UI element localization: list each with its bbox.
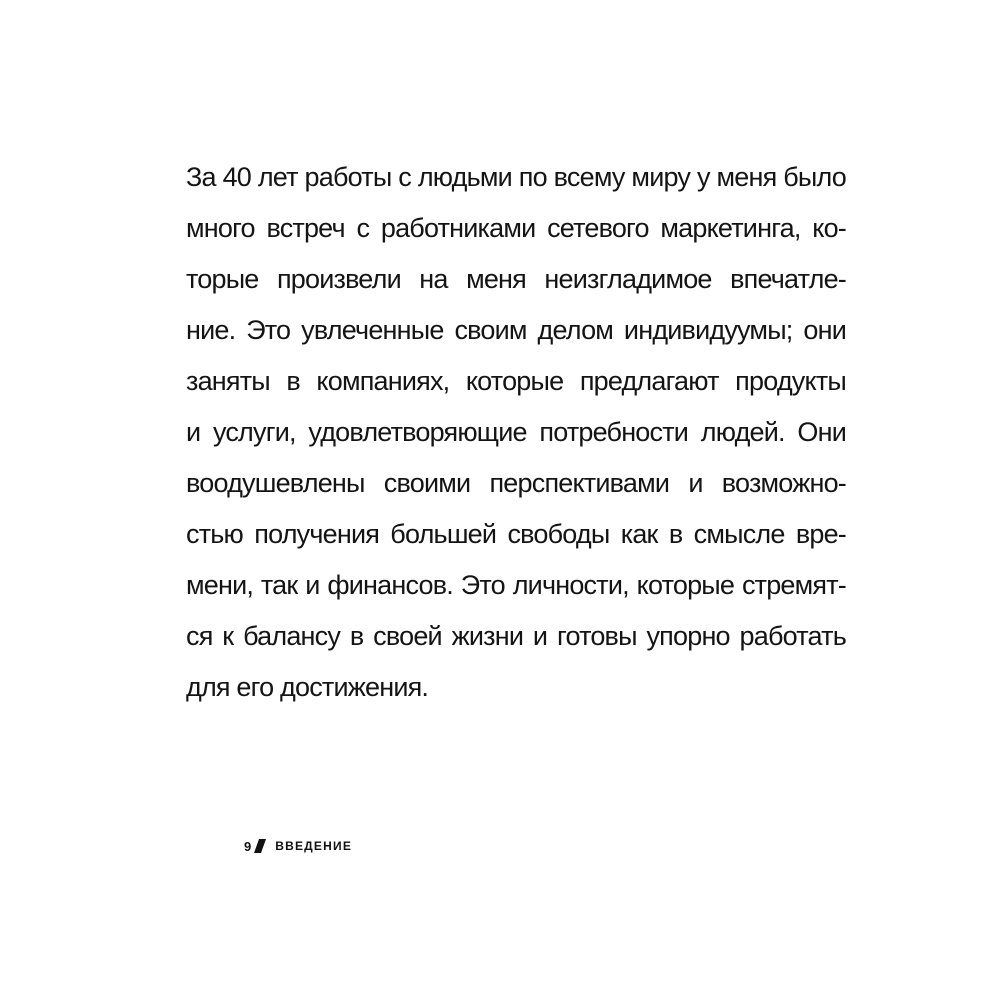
paragraph-line: и услуги, удовлетворяющие потребности людей. Они bbox=[186, 417, 846, 447]
paragraph-line: торые произвели на меня неизгладимое впечатле- bbox=[186, 264, 846, 294]
paragraph-line: стью получения большей свободы как в смысле вре- bbox=[186, 519, 846, 549]
paragraph-line: заняты в компаниях, которые предлагают продукты bbox=[186, 366, 846, 396]
page-number: 9 bbox=[244, 838, 252, 854]
paragraph-line: много встреч с работниками сетевого маркетинга, ко- bbox=[186, 213, 846, 243]
paragraph-line: ся к балансу в своей жизни и готовы упорно работать bbox=[186, 621, 846, 651]
paragraph-line: для его достижения. bbox=[186, 672, 429, 702]
paragraph-line: воодушевлены своими перспективами и возможно- bbox=[186, 468, 846, 498]
paragraph-line: За 40 лет работы с людьми по всему миру у меня было bbox=[186, 162, 846, 192]
section-label: ВВЕДЕНИЕ bbox=[275, 839, 353, 853]
paragraph-line: мени, так и финансов. Это личности, которые стремят- bbox=[186, 570, 846, 600]
page-footer bbox=[244, 836, 352, 856]
slash-icon bbox=[254, 839, 266, 853]
body-paragraph bbox=[186, 152, 846, 713]
paragraph-line: ние. Это увлеченные своим делом индивидуумы; они bbox=[186, 315, 846, 345]
